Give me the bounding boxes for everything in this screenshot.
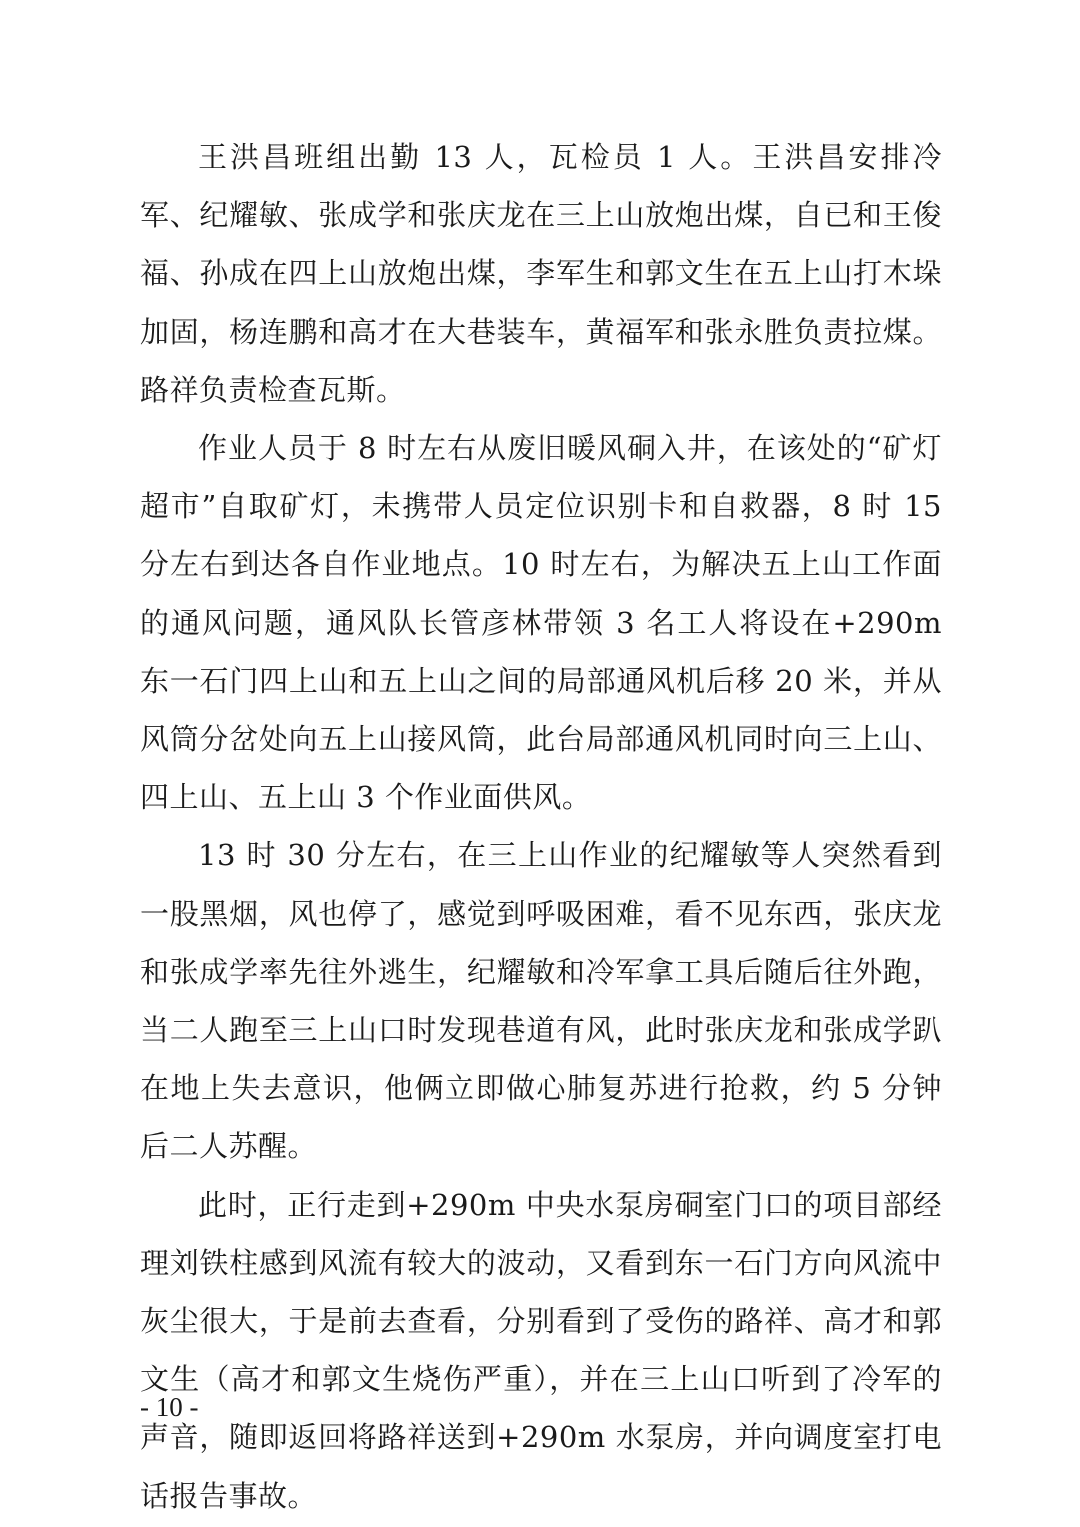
paragraph-smoke-incident: 13 时 30 分左右，在三上山作业的纪耀敏等人突然看到一股黑烟，风也停了，感觉到呼吸困难，看不见东西，张庆龙和张成学率先往外逃生，纪耀敏和冷军拿工具后随后往外跑，当二人跑至三上山口时发现巷道有风，此时张庆龙和张成学趴在地上失去意识，他俩立即做心肺复苏进行抢救，约 5 分钟后二人苏醒。 [140,838,942,1164]
paragraph-entry-and-ventilation: 作业人员于 8 时左右从废旧暖风硐入井，在该处的“矿灯超市”自取矿灯，未携带人员定位识别卡和自救器，8 时 15 分左右到达各自作业地点。10 时左右，为解决五上山工作面的通风问题，通风队长管彦林带领 3 名工人将设在+290m 东一石门四上山和五上山之间的局部通风机后移 20 米，并从风筒分岔处向五上山接风筒，此台局部通风机同时向三上山、四上山、五上山 3 个作业面供风。 [140,431,942,815]
page-number: - 10 - [140,1392,199,1422]
paragraph-rescue-report: 此时，正行走到+290m 中央水泵房硐室门口的项目部经理刘铁柱感到风流有较大的波动，又看到东一石门方向风流中灰尘很大，于是前去查看，分别看到了受伤的路祥、高才和郭文生（高才和郭文生烧伤严重），并在三上山口听到了冷军的声音，随即返回将路祥送到+290m 水泵房，并向调度室打电话报告事故。 [140,1187,942,1513]
body-text [140,128,942,1525]
paragraph-team-attendance: 王洪昌班组出勤 13 人，瓦检员 1 人。王洪昌安排冷军、纪耀敏、张成学和张庆龙在三上山放炮出煤，自已和王俊福、孙成在四上山放炮出煤，李军生和郭文生在五上山打木垛加固，杨连鹏和高才在大巷装车，黄福军和张永胜负责拉煤。路祥负责检查瓦斯。 [140,140,942,407]
